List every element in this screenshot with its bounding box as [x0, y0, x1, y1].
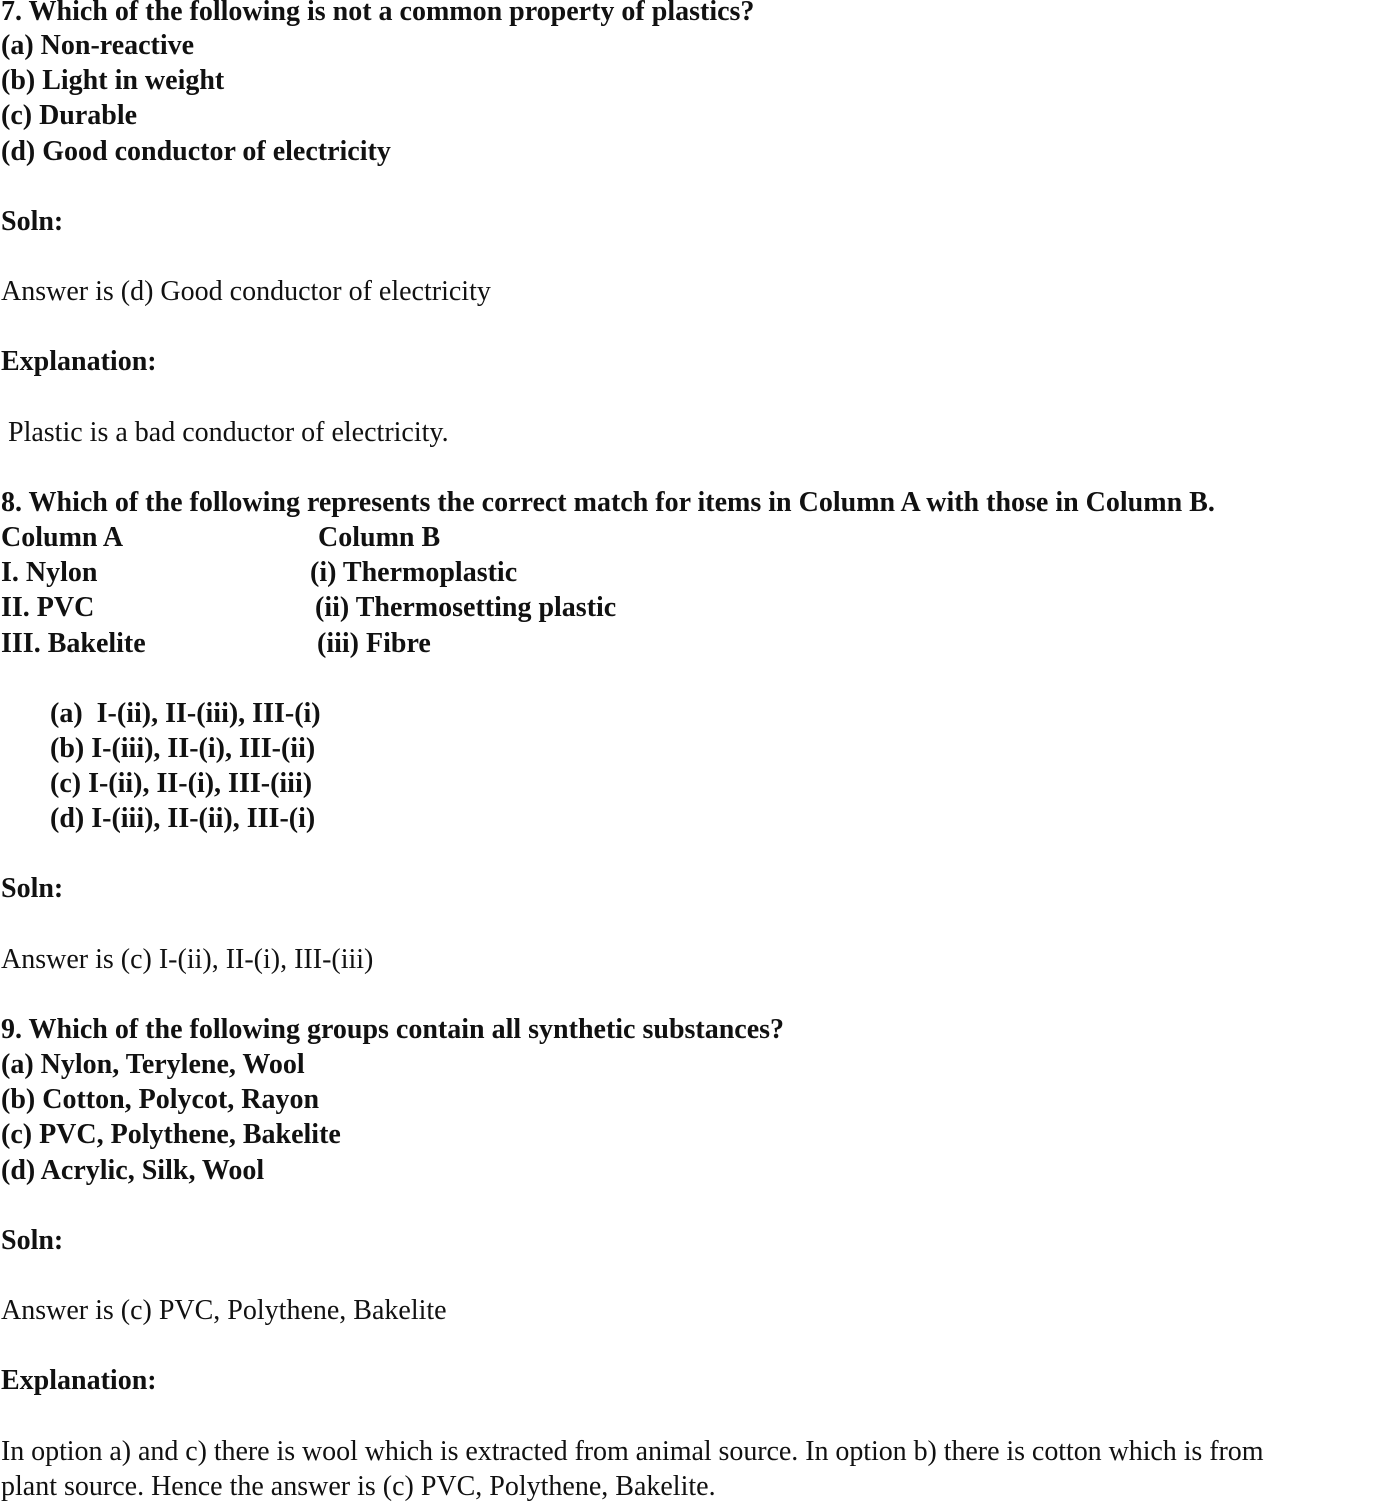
q9-answer: Answer is (c) PVC, Polythene, Bakelite [1, 1295, 447, 1326]
column-a-item: II. PVC [1, 592, 95, 623]
column-a-item: I. Nylon [1, 557, 98, 588]
q8-answer: Answer is (c) I-(ii), II-(i), III-(iii) [1, 944, 374, 975]
q8-match-row [1, 628, 431, 660]
q8-column-header-row [1, 522, 441, 554]
q7-soln-label: Soln: [1, 206, 64, 237]
column-b-item: (i) Thermoplastic [310, 557, 518, 588]
q7-option-c: (c) Durable [1, 100, 138, 131]
q8-option-b: (b) I-(iii), II-(i), III-(ii) [50, 733, 316, 764]
q9-explanation-line-1: In option a) and c) there is wool which is extracted from animal source. In option b) there is cotton which is from [1, 1436, 1264, 1467]
q9-soln-label: Soln: [1, 1225, 64, 1256]
q9-option-d: (d) Acrylic, Silk, Wool [1, 1155, 265, 1186]
q8-option-c: (c) I-(ii), II-(i), III-(iii) [50, 768, 313, 799]
q9-explanation-line-2: plant source. Hence the answer is (c) PVC, Polythene, Bakelite. [1, 1471, 716, 1502]
q8-question: 8. Which of the following represents the correct match for items in Column A with those in Column B. [1, 487, 1215, 518]
column-a-item: III. Bakelite [1, 628, 146, 659]
q7-option-a: (a) Non-reactive [1, 30, 195, 61]
q9-option-b: (b) Cotton, Polycot, Rayon [1, 1084, 320, 1115]
q8-option-a: (a) I-(ii), II-(iii), III-(i) [50, 698, 321, 729]
q8-option-d: (d) I-(iii), II-(ii), III-(i) [50, 803, 316, 834]
q9-option-c: (c) PVC, Polythene, Bakelite [1, 1119, 341, 1150]
q7-explanation: Plastic is a bad conductor of electricity. [1, 417, 449, 448]
q8-match-row [1, 557, 518, 589]
q8-soln-label: Soln: [1, 873, 64, 904]
q7-question: 7. Which of the following is not a common property of plastics? [1, 0, 755, 27]
column-b-item: (iii) Fibre [317, 628, 431, 659]
column-b-item: (ii) Thermosetting plastic [315, 592, 617, 623]
q7-option-d: (d) Good conductor of electricity [1, 136, 391, 167]
q7-answer: Answer is (d) Good conductor of electricity [1, 276, 491, 307]
q9-explanation-label: Explanation: [1, 1365, 157, 1396]
column-b-header: Column B [318, 522, 441, 553]
q9-option-a: (a) Nylon, Terylene, Wool [1, 1049, 305, 1080]
q9-question: 9. Which of the following groups contain all synthetic substances? [1, 1014, 785, 1045]
q7-explanation-label: Explanation: [1, 346, 157, 377]
q8-match-row [1, 592, 617, 624]
column-a-header: Column A [1, 522, 124, 553]
q7-option-b: (b) Light in weight [1, 65, 225, 96]
